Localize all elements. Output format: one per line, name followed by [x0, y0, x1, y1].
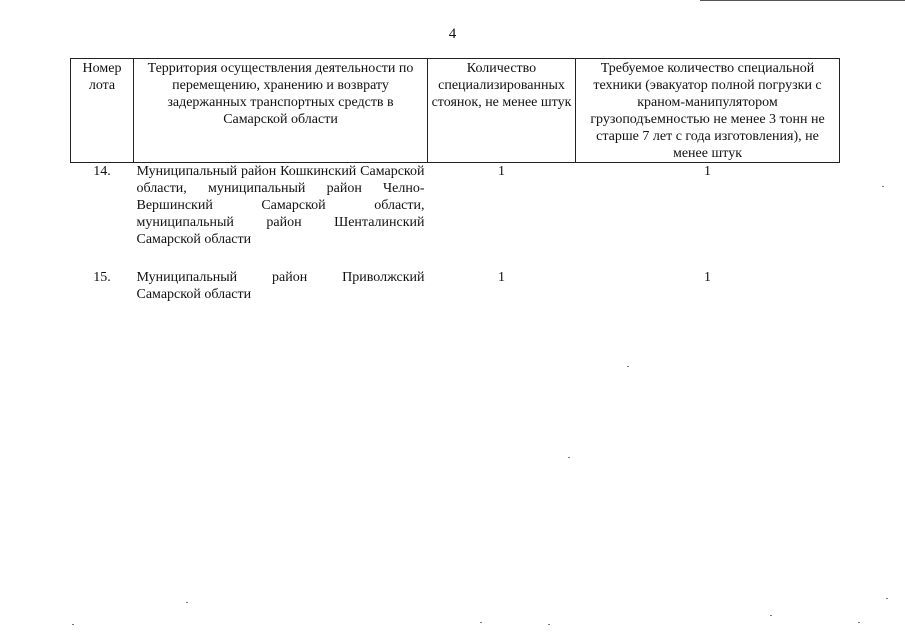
territory-cell: Муниципальный район Кошкинский Самарской области, муниципальный район Челно-Вершинский Самарской области, муниципальный район Шенталинский Самарской области	[136, 164, 425, 247]
lot-number-cell: 14.	[93, 164, 111, 179]
scan-speck	[886, 598, 888, 599]
header-territory: Территория осуществления деятельности по перемещению, хранению и возврату задержанных транспортных средств в Самарской области	[134, 59, 428, 163]
lots-table	[70, 58, 840, 303]
scan-edge-line	[700, 0, 905, 1]
parking-count-cell: 1	[498, 270, 505, 285]
territory-cell: Муниципальный район Приволжский Самарской области	[136, 270, 425, 302]
scan-speck	[186, 602, 188, 603]
header-lot-number: Номер лота	[71, 59, 134, 163]
scan-speck	[548, 624, 550, 625]
table-header-row	[71, 59, 840, 163]
table-row	[71, 269, 840, 303]
table-row	[71, 163, 840, 270]
scan-speck	[770, 615, 772, 616]
scan-speck	[627, 366, 629, 367]
scan-speck	[480, 622, 482, 623]
scan-speck	[882, 186, 884, 187]
header-vehicle-count: Требуемое количество специальной техники (эвакуатор полной погрузки с краном-манипулятором грузоподъемностью не менее 3 тонн не старше 7 лет с года изготовления), не менее штук	[576, 59, 840, 163]
vehicle-count-cell: 1	[704, 270, 711, 285]
header-parking-count: Количество специализированных стоянок, не менее штук	[428, 59, 576, 163]
parking-count-cell: 1	[498, 164, 505, 179]
scan-speck	[568, 457, 570, 458]
scan-speck	[72, 624, 74, 625]
lot-number-cell: 15.	[93, 270, 111, 285]
scan-speck	[858, 622, 860, 623]
page-number: 4	[448, 26, 457, 42]
vehicle-count-cell: 1	[704, 164, 711, 179]
